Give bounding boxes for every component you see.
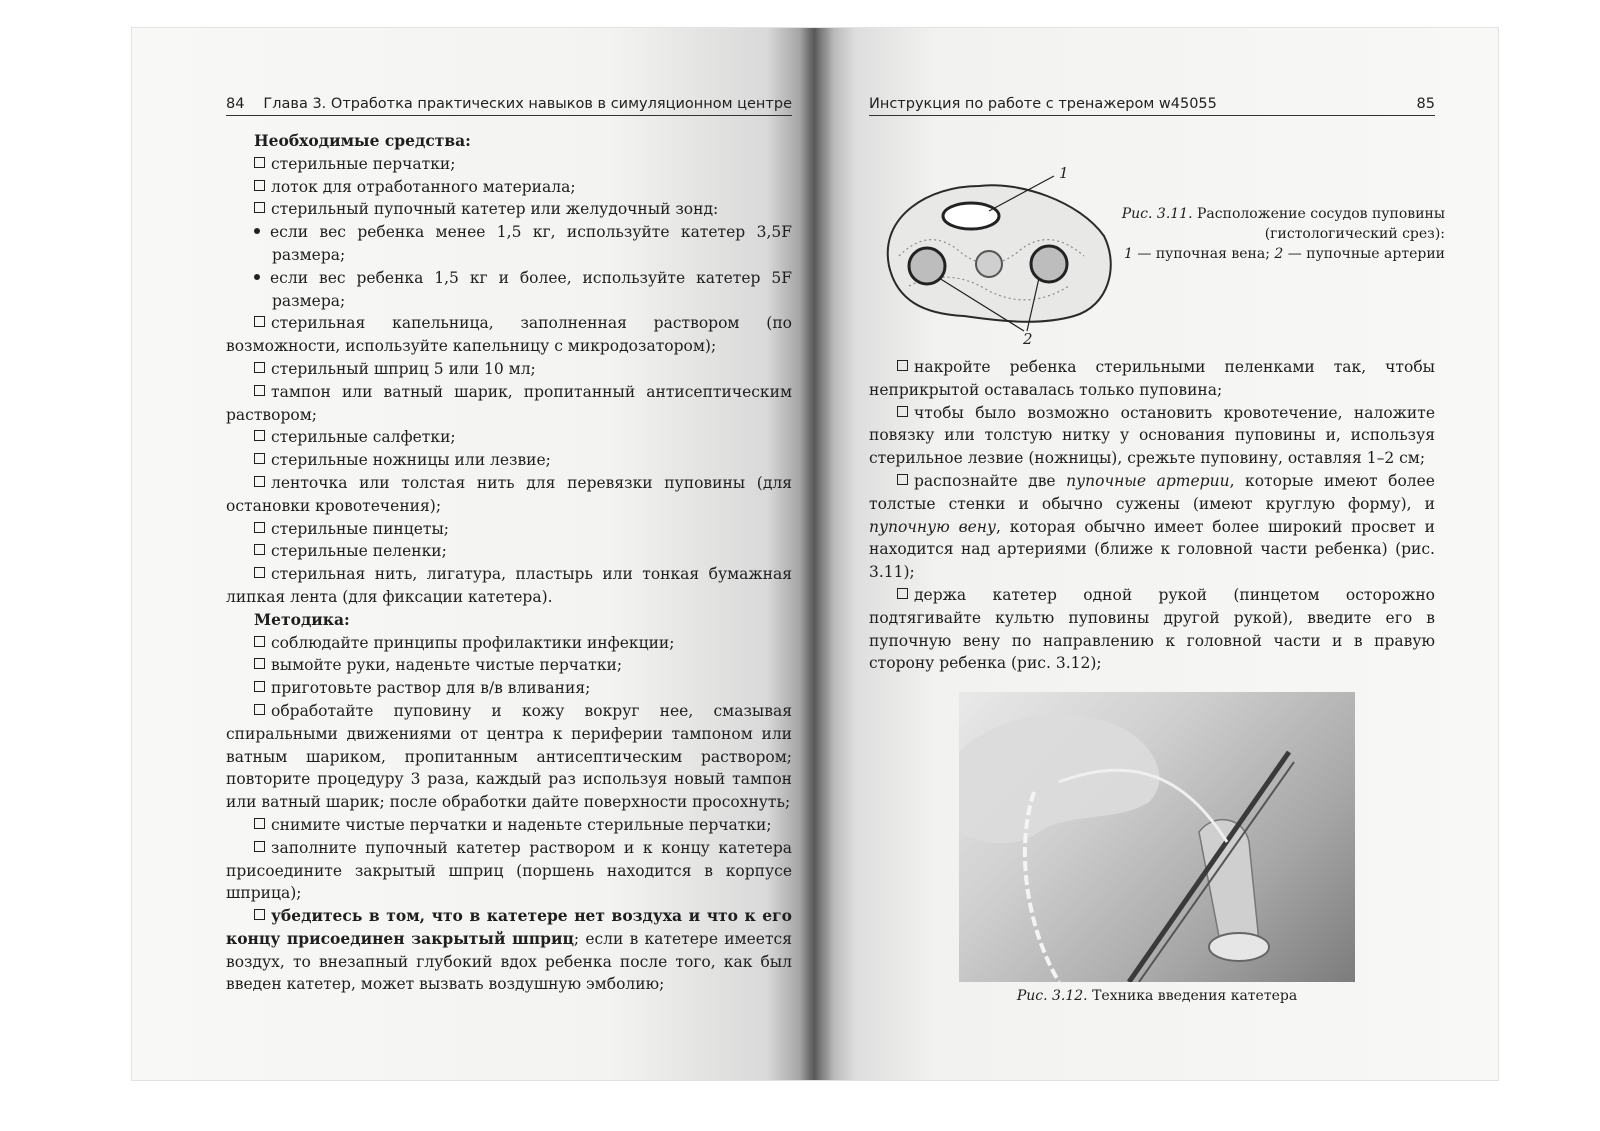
list-item: стерильные пинцеты; xyxy=(226,518,792,541)
bullet-item: если вес ребенка менее 1,5 кг, используйте катетер 3,5F размера; xyxy=(226,221,792,267)
checkbox-icon xyxy=(254,818,265,829)
list-item: стерильный пупочный катетер или желудочный зонд: xyxy=(226,198,792,221)
list-item: обработайте пуповину и кожу вокруг нее, смазывая спиральными движениями от центра к периферии тампоном или ватным шариком, пропитанным антисептическим раствором; повторите процедуру 3 раза, каждый раз используя новый тампон или ватный шарик; после обработки дайте поверхности просохнуть; xyxy=(226,701,792,812)
checkbox-icon xyxy=(254,704,265,715)
left-running-head: Глава 3. Отработка практических навыков в симуляционном центре xyxy=(263,96,792,112)
list-item: лоток для отработанного материала; xyxy=(226,176,792,199)
right-running-header xyxy=(869,90,1435,116)
checkbox-icon xyxy=(254,658,265,669)
list-item: ленточка или толстая нить для перевязки пуповины (для остановки кровотечения); xyxy=(226,473,792,515)
cord-clamp-ring xyxy=(1209,933,1269,961)
checkbox-icon xyxy=(254,316,265,327)
checkbox-icon xyxy=(254,681,265,692)
checkbox-icon xyxy=(897,360,908,371)
umbilical-artery-center xyxy=(976,251,1002,277)
left-body-text xyxy=(226,130,792,996)
checkbox-icon xyxy=(254,157,265,168)
right-page-number: 85 xyxy=(1416,96,1435,112)
checkbox-icon xyxy=(897,588,908,599)
gloved-hand-shape xyxy=(959,715,1159,844)
checkbox-icon xyxy=(254,476,265,487)
bullet-item: если вес ребенка 1,5 кг и более, используйте катетер 5F размера; xyxy=(226,267,792,313)
checkbox-icon xyxy=(897,474,908,485)
list-item: стерильная нить, лигатура, пластырь или тонкая бумажная липкая лента (для фиксации катетера). xyxy=(226,565,792,606)
left-page xyxy=(132,28,815,1080)
checkbox-icon xyxy=(254,522,265,533)
checkbox-icon xyxy=(254,430,265,441)
list-item: тампон или ватный шарик, пропитанный антисептическим раствором; xyxy=(226,382,792,424)
list-item-bold: убедитесь в том, что в катетере нет воздуха и что к его концу присоединен закрытый шприц; если в катетере имеется воздух, то внезапный глубокий вдох ребенка после того, как был введен катетер, может вызвать воздушную эмболию; xyxy=(226,906,792,994)
section-title-method: Методика: xyxy=(254,609,350,629)
checkbox-icon xyxy=(254,385,265,396)
list-item: стерильный шприц 5 или 10 мл; xyxy=(226,358,792,381)
umbilical-vein xyxy=(943,203,999,229)
left-page-number: 84 xyxy=(226,96,245,112)
checkbox-icon xyxy=(254,362,265,373)
list-item: стерильные пеленки; xyxy=(226,540,792,563)
list-item: приготовьте раствор для в/в вливания; xyxy=(226,677,792,700)
list-item: вымойте руки, наденьте чистые перчатки; xyxy=(226,654,792,677)
list-item: накройте ребенка стерильными пеленками так, чтобы неприкрытой оставалась только пуповина; xyxy=(869,358,1435,399)
bullet-icon xyxy=(254,228,260,234)
checkbox-icon xyxy=(254,202,265,213)
figure-label-1: 1 xyxy=(1059,164,1069,182)
list-item: заполните пупочный катетер раствором и к концу катетера присоедините закрытый шприц (поршень находится в корпусе шприца); xyxy=(226,838,792,903)
right-body-text xyxy=(869,356,1435,675)
list-item: держа катетер одной рукой (пинцетом осторожно подтягивайте культю пуповины другой рукой), введите его в пупочную вену по направлению к головной части и в правую сторону ребенка (рис. 3.12); xyxy=(869,585,1435,673)
checkbox-icon xyxy=(254,841,265,852)
list-item: снимите чистые перчатки и наденьте стерильные перчатки; xyxy=(226,814,792,837)
figure-3-11-caption: Рис. 3.11. Расположение сосудов пуповины (гистологический срез): 1 — пупочная вена; 2 — пупочные артерии xyxy=(1121,206,1445,262)
catheter-photo-illustration xyxy=(959,692,1355,982)
checkbox-icon xyxy=(254,453,265,464)
bullet-icon xyxy=(254,274,260,280)
umbilical-artery-right xyxy=(1031,246,1067,282)
figure-label-2: 2 xyxy=(1023,330,1033,346)
checkbox-icon xyxy=(254,909,265,920)
checkbox-icon xyxy=(254,544,265,555)
book-spread xyxy=(132,28,1498,1080)
right-running-head: Инструкция по работе с тренажером w45055 xyxy=(869,96,1217,112)
section-title-tools: Необходимые средства: xyxy=(254,131,471,150)
list-item: соблюдайте принципы профилактики инфекции; xyxy=(226,632,792,655)
book-gutter-shadow xyxy=(800,28,834,1080)
checkbox-icon xyxy=(254,636,265,647)
figure-3-12-caption: Рис. 3.12. Техника введения катетера xyxy=(1016,988,1298,1004)
list-item: распознайте две пупочные артерии, которые имеют более толстые стенки и обычно сужены (имеют круглую форму), и пупочную вену, которая обычно имеет более широкий просвет и находится над артериями (ближе к головной части ребенка) (рис. 3.11); xyxy=(869,471,1435,582)
right-page xyxy=(815,28,1498,1080)
list-item: стерильная капельница, заполненная раствором (по возможности, используйте капельницу с микродозатором); xyxy=(226,314,792,356)
checkbox-icon xyxy=(254,567,265,578)
catheter-insertion-photo xyxy=(959,692,1355,982)
list-item: стерильные перчатки; xyxy=(226,153,792,176)
checkbox-icon xyxy=(254,180,265,191)
list-item: стерильные ножницы или лезвие; xyxy=(226,449,792,472)
list-item: стерильные салфетки; xyxy=(226,426,792,449)
list-item: чтобы было возможно остановить кровотечение, наложите повязку или толстую нитку у основания пуповины и, используя стерильное лезвие (ножницы), срежьте пуповину, оставляя 1–2 см; xyxy=(869,403,1435,468)
checkbox-icon xyxy=(897,406,908,417)
umbilical-cord-cross-section-figure xyxy=(869,156,1119,346)
left-running-header xyxy=(226,90,792,116)
